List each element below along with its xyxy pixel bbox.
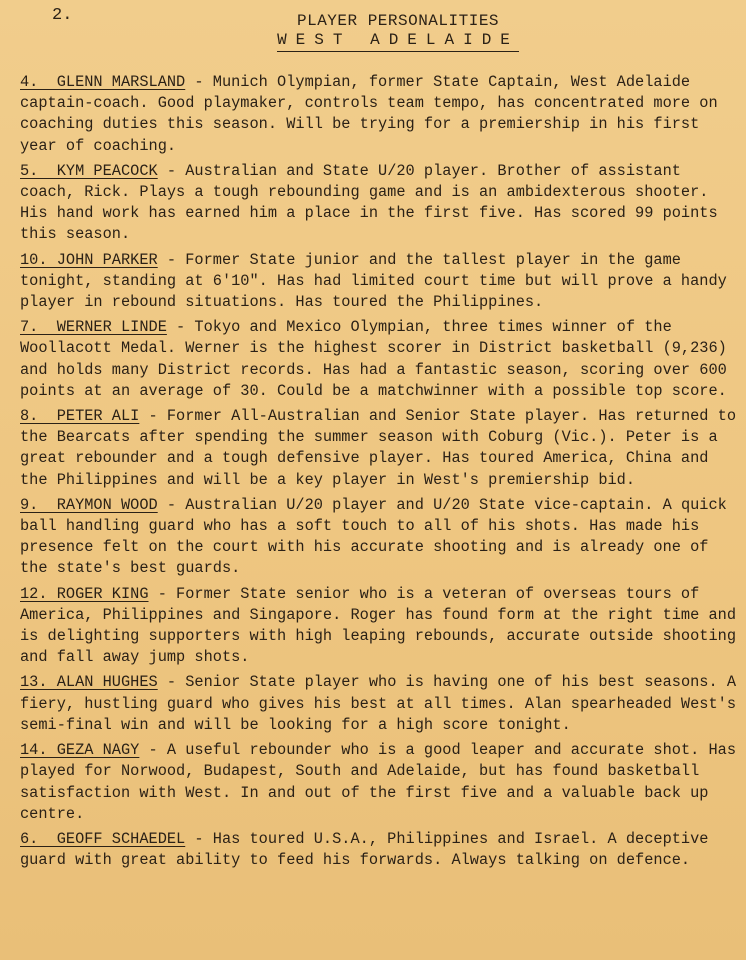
player-entry bbox=[20, 584, 744, 669]
player-description: - Tokyo and Mexico Olympian, three times winner of the Woollacott Medal. Werner is the highest scorer in District basketball (9,236) and holds many District records. Has had a fantastic season, scoring over 600 points at an average of 30. Could be a matchwinner with a possible top score. bbox=[20, 318, 737, 400]
player-description: - Former State junior and the tallest player in the game tonight, standing at 6'10". Has had limited court time but will prove a handy player in rebound situations. Has toured the Philippines. bbox=[20, 250, 737, 312]
player-name: 10. JOHN PARKER bbox=[20, 250, 158, 269]
player-entry bbox=[20, 72, 744, 157]
player-description: - Australian and State U/20 player. Brother of assistant coach, Rick. Plays a tough rebounding game and is an ambidexterous shooter. His hand work has earned him a place in the first five. Has scored 99 points this season. bbox=[20, 161, 727, 244]
player-entry bbox=[20, 672, 744, 736]
player-name: 14. GEZA NAGY bbox=[20, 741, 140, 760]
player-list bbox=[20, 72, 744, 875]
player-name: 13. ALAN HUGHES bbox=[20, 673, 158, 692]
player-name: 7. WERNER LINDE bbox=[20, 318, 167, 337]
player-entry bbox=[20, 829, 744, 871]
player-entry bbox=[20, 317, 744, 402]
page-number: 2. bbox=[52, 6, 73, 25]
player-entry bbox=[20, 740, 744, 825]
player-name: 4. GLENN MARSLAND bbox=[20, 73, 186, 91]
player-description: - Senior State player who is having one of his best seasons. A fiery, hustling guard who gives his best at all times. Alan spearheaded West's semi-final win and will be looking for a high score tonight. bbox=[20, 673, 746, 734]
player-description: - Australian U/20 player and U/20 State vice-captain. A quick ball handling guard who has a soft touch to all of his shots. Has made his presence felt on the court with his accurate shooting and is already one of the state's best guards. bbox=[20, 495, 737, 578]
player-description: - Former State senior who is a veteran of overseas tours of America, Philippines and Singapore. Roger has found form at the right time and is delighting supporters with high leaping rebounds, accurate outside shooting and fall away jump shots. bbox=[20, 584, 746, 667]
player-name: 9. RAYMON WOOD bbox=[20, 495, 158, 514]
player-description: - Former All-Australian and Senior State player. Has returned to the Bearcats after spending the summer season with Coburg (Vic.). Peter is a great rebounder and a tough defensive player. Has toured America, China and the Philippines and will be a key player in West's premiership bid. bbox=[20, 407, 746, 489]
player-entry bbox=[20, 161, 744, 246]
player-name: 8. PETER ALI bbox=[20, 407, 140, 426]
player-description: - Has toured U.S.A., Philippines and Israel. A deceptive guard with great ability to feed his forwards. Always talking on defence. bbox=[20, 829, 718, 870]
player-description: - A useful rebounder who is a good leaper and accurate shot. Has played for Norwood, Budapest, South and Adelaide, but has found basketball satisfaction with West. In and out of the first five and a valuable back up centre. bbox=[20, 741, 746, 823]
document-subtitle: WEST ADELAIDE bbox=[277, 31, 519, 52]
player-description: - Munich Olympian, former State Captain, West Adelaide captain-coach. Good playmaker, controls team tempo, has concentrated more on coaching duties this season. Will be trying for a premiership in his first year of coaching. bbox=[20, 73, 727, 155]
title-block bbox=[0, 12, 746, 52]
player-entry bbox=[20, 250, 744, 314]
player-name: 12. ROGER KING bbox=[20, 584, 149, 603]
player-entry bbox=[20, 495, 744, 580]
player-entry bbox=[20, 406, 744, 491]
player-name: 6. GEOFF SCHAEDEL bbox=[20, 829, 186, 848]
player-name: 5. KYM PEACOCK bbox=[20, 161, 158, 180]
document-title: PLAYER PERSONALITIES bbox=[296, 12, 500, 30]
